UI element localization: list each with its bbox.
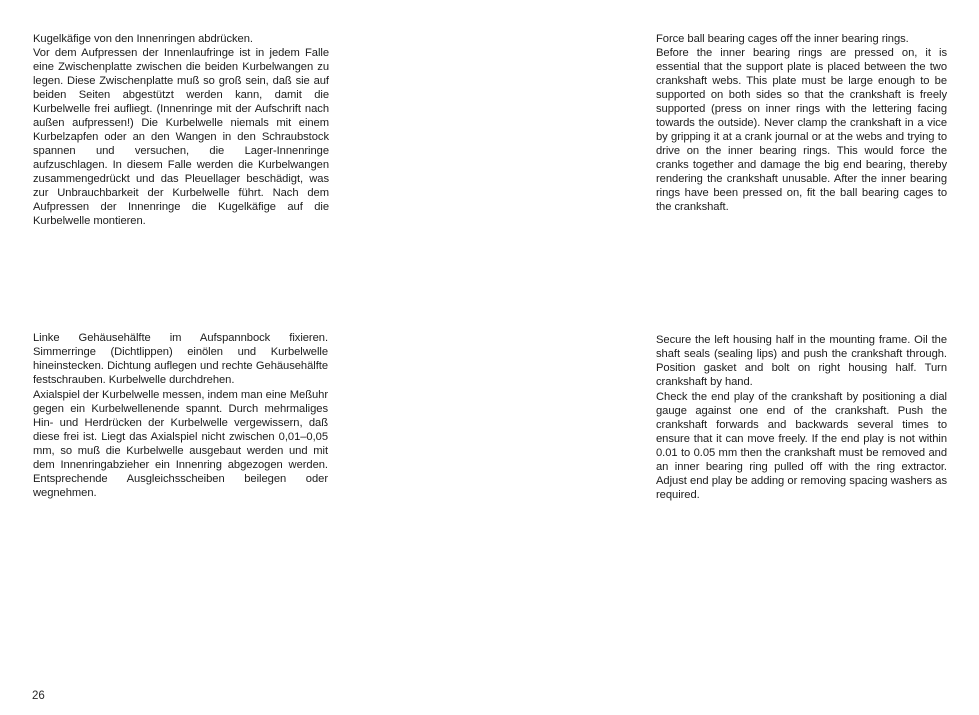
german-text-block-bottom (33, 331, 328, 500)
german-bottom-paragraph-2: Axialspiel der Kurbelwelle messen, indem man eine Meßuhr gegen ein Kurbelwellenende spannt. Durch mehrmaliges Hin- und Herdrücken der Kurbelwelle vergewissern, daß diese frei ist. Liegt das Axialspiel nicht zwischen 0,01–0,05 mm, so muß die Kurbelwelle ausgebaut werden und mit dem Innenringabzieher ein Innenring abgezogen werden. Entsprechende Ausgleichsscheiben beilegen oder wegnehmen. (33, 389, 328, 499)
english-bottom-paragraph-1: Secure the left housing half in the mounting frame. Oil the shaft seals (sealing lips) and push the crankshaft through. Position gasket and bolt on right housing half. Turn crankshaft by hand. (656, 334, 947, 388)
german-top-lead: Kugelkäfige von den Innenringen abdrücken. (33, 33, 253, 45)
german-top-body: Vor dem Aufpressen der Innenlaufringe ist in jedem Falle eine Zwischenplatte zwischen die beiden Kurbelwangen zu legen. Diese Zwischenplatte muß so groß sein, daß sie auf beiden Seiten abgestützt werden kann, damit die Kurbelwelle frei aufliegt. (Innenringe mit der Aufschrift nach außen aufpressen!) Die Kurbelwelle niemals mit einem Kurbelzapfen oder an den Wangen in den Schraubstock spannen und versuchen, die Lager-Innenringe aufzuschlagen. In diesem Falle werden die Kurbelwangen zusammengedrückt und das Pleuellager beschädigt, was zur Unbrauchbarkeit der Kurbelwelle führt. Nach dem Aufpressen der Innenringe die Kugelkäfige auf die Kurbelwelle montieren. (33, 47, 329, 227)
english-top-paragraph (656, 32, 947, 214)
page-number: 26 (32, 690, 45, 702)
german-bottom-paragraph-1: Linke Gehäusehälfte im Aufspannbock fixieren. Simmerringe (Dichtlippen) einölen und Kurbelwelle hineinstecken. Dichtung auflegen und rechte Gehäusehälfte festschrauben. Kurbelwelle durchdrehen. (33, 332, 328, 386)
english-bottom-paragraph-2: Check the end play of the crankshaft by positioning a dial gauge against one end of the crankshaft. Push the crankshaft forwards and backwards several times to ensure that it can move freely. If the end play is not within 0.01 to 0.05 mm then the crankshaft must be removed and an inner bearing ring pulled off with the ring extractor. Adjust end play be adding or removing spacing washers as required. (656, 391, 947, 501)
english-text-block-bottom (656, 333, 947, 502)
german-text-block-top (33, 32, 329, 228)
german-top-paragraph (33, 32, 329, 228)
english-top-lead: Force ball bearing cages off the inner bearing rings. (656, 33, 909, 45)
english-text-block-top (656, 32, 947, 214)
english-top-body: Before the inner bearing rings are pressed on, it is essential that the support plate is placed between the two crankshaft webs. This plate must be large enough to be supported on both sides so that the crankshaft is freely supported (press on inner rings with the lettering facing towards the outside). Never clamp the crankshaft in a vice by gripping it at a crank journal or at the webs and trying to drive on the inner bearing rings. This would force the cranks together and damage the big end bearing, thereby rendering the crankshaft unusable. After the inner bearing rings have been pressed on, fit the ball bearing cages to the crankshaft. (656, 47, 947, 213)
